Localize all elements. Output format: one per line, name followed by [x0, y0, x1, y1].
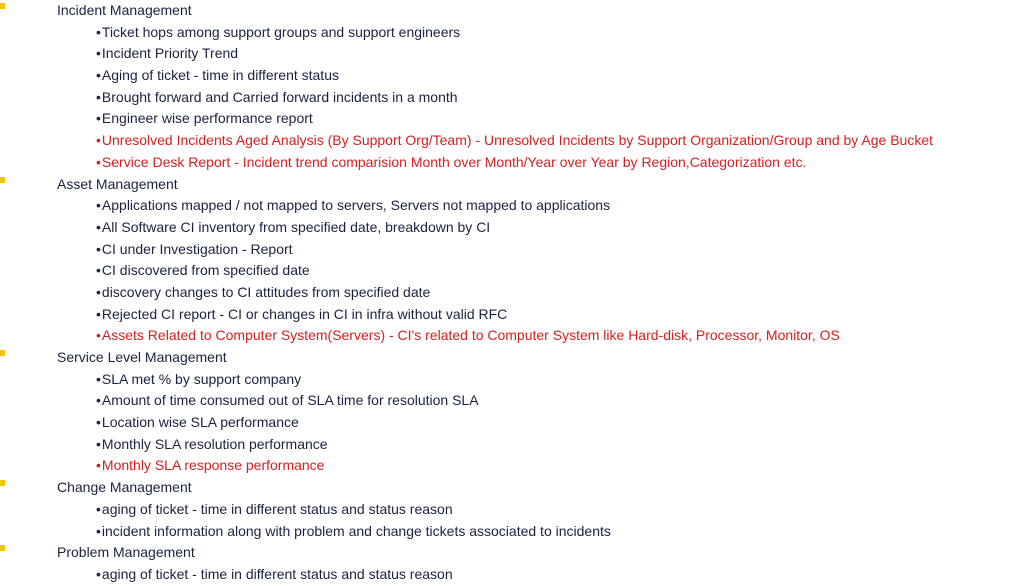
- list-item: •Applications mapped / not mapped to servers, Servers not mapped to applications: [96, 197, 611, 214]
- list-item: •discovery changes to CI attitudes from specified date: [96, 283, 431, 300]
- list-item-highlighted: •Service Desk Report - Incident trend comparision Month over Month/Year over Year by Region,Categorization etc.: [96, 153, 807, 170]
- list-item: •incident information along with problem and change tickets associated to incidents: [96, 522, 611, 539]
- section-title: Incident Management: [0, 0, 1024, 22]
- list-item: •SLA met % by support company: [96, 370, 302, 387]
- section-incident-management: [0, 0, 1024, 174]
- section-problem-management: [0, 542, 1024, 585]
- list-item: •All Software CI inventory from specified date, breakdown by CI: [96, 218, 491, 235]
- list-item: •Engineer wise performance report: [96, 110, 313, 127]
- section-title: Change Management: [0, 477, 1024, 499]
- section-marker-icon: [0, 3, 5, 9]
- list-item: •Rejected CI report - CI or changes in CI in infra without valid RFC: [96, 305, 508, 322]
- section-title: Asset Management: [0, 174, 1024, 196]
- list-item: •Brought forward and Carried forward incidents in a month: [96, 88, 458, 105]
- section-marker-icon: [0, 177, 5, 183]
- section-marker-icon: [0, 480, 5, 486]
- list-item: •aging of ticket - time in different status and status reason: [96, 565, 453, 582]
- list-item: •Aging of ticket - time in different status: [96, 67, 339, 84]
- list-item: •Incident Priority Trend: [96, 45, 239, 62]
- section-change-management: [0, 477, 1024, 542]
- list-item: •CI discovered from specified date: [96, 262, 310, 279]
- section-title: Problem Management: [0, 542, 1024, 564]
- section-marker-icon: [0, 350, 5, 356]
- section-service-level-management: [0, 347, 1024, 477]
- list-item-highlighted: •Monthly SLA response performance: [96, 457, 325, 474]
- list-item: •aging of ticket - time in different status and status reason: [96, 500, 453, 517]
- list-item: •Ticket hops among support groups and support engineers: [96, 23, 461, 40]
- list-item: •Location wise SLA performance: [96, 414, 299, 431]
- list-item-highlighted: •Unresolved Incidents Aged Analysis (By Support Org/Team) - Unresolved Incidents by Support Organization/Group and by Age Bucket: [96, 132, 934, 149]
- list-item: •Monthly SLA resolution performance: [96, 435, 328, 452]
- section-asset-management: [0, 174, 1024, 348]
- section-title: Service Level Management: [0, 347, 1024, 369]
- list-item-highlighted: •Assets Related to Computer System(Servers) - CI's related to Computer System like Hard-disk, Processor, Monitor, OS: [96, 327, 840, 344]
- section-marker-icon: [0, 545, 5, 551]
- list-item: •Amount of time consumed out of SLA time for resolution SLA: [96, 392, 479, 409]
- list-item: •CI under Investigation - Report: [96, 240, 293, 257]
